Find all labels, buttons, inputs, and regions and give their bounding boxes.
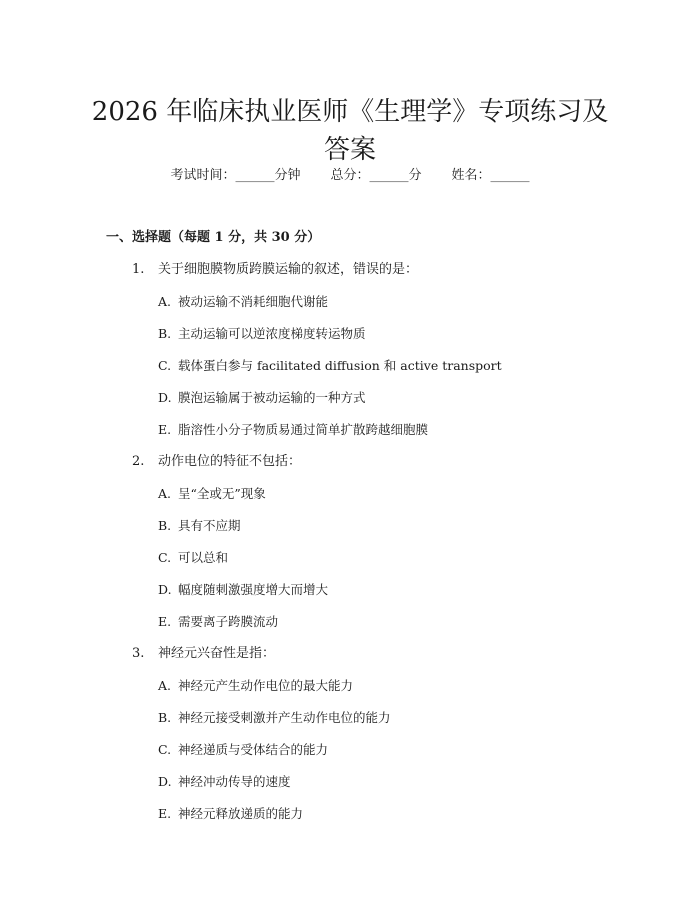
- option-text: 神经元产生动作电位的最大能力: [178, 678, 354, 693]
- question-number: 3.: [132, 646, 145, 661]
- option-text: 神经冲动传导的速度: [178, 774, 291, 789]
- student-name-field: 姓名：______: [451, 168, 530, 183]
- option-text: 神经元接受刺激并产生动作电位的能力: [178, 710, 391, 725]
- option-text: 被动运输不消耗细胞代谢能: [178, 294, 329, 309]
- option-item: [158, 516, 241, 536]
- option-text: 神经递质与受体结合的能力: [178, 742, 329, 757]
- exam-meta: [0, 166, 700, 186]
- total-score-field: 总分：______分: [330, 168, 422, 183]
- option-letter: C.: [158, 742, 172, 757]
- option-letter: B.: [158, 710, 172, 725]
- option-item: [158, 548, 228, 568]
- option-item: [158, 804, 303, 824]
- option-item: [158, 612, 278, 632]
- option-letter: A.: [158, 678, 172, 693]
- option-letter: A.: [158, 294, 172, 309]
- option-letter: A.: [158, 486, 172, 501]
- option-text: 可以总和: [178, 550, 229, 565]
- option-item: [158, 740, 328, 760]
- option-item: [158, 292, 328, 312]
- question-number: 2.: [132, 454, 145, 469]
- option-letter: D.: [158, 582, 172, 597]
- question-text: 神经元兴奋性是指：: [158, 646, 276, 661]
- question-number: 1.: [132, 262, 145, 277]
- question-text: 动作电位的特征不包括：: [158, 454, 302, 469]
- option-text: 脂溶性小分子物质易通过简单扩散跨越细胞膜: [178, 422, 429, 437]
- option-letter: B.: [158, 326, 172, 341]
- option-text: 膜泡运输属于被动运输的一种方式: [178, 390, 366, 405]
- option-letter: B.: [158, 518, 172, 533]
- option-item: [158, 484, 266, 504]
- option-item: [158, 580, 328, 600]
- option-item: [158, 676, 353, 696]
- option-letter: C.: [158, 550, 172, 565]
- question-text: 关于细胞膜物质跨膜运输的叙述，错误的是：: [158, 262, 419, 277]
- exam-time-field: 考试时间：______分钟: [170, 168, 301, 183]
- option-text: 需要离子跨膜流动: [178, 614, 279, 629]
- option-text: 载体蛋白参与 facilitated diffusion 和 active transport: [178, 358, 502, 373]
- option-text: 主动运输可以逆浓度梯度转运物质: [178, 326, 366, 341]
- option-letter: E.: [158, 614, 172, 629]
- option-item: [158, 324, 366, 344]
- option-item: [158, 708, 391, 728]
- option-letter: E.: [158, 806, 172, 821]
- option-letter: E.: [158, 422, 172, 437]
- option-item: [158, 356, 502, 376]
- section-title: 一、选择题（每题 1 分，共 30 分）: [106, 230, 321, 245]
- option-letter: D.: [158, 774, 172, 789]
- option-item: [158, 772, 291, 792]
- option-letter: D.: [158, 390, 172, 405]
- option-letter: C.: [158, 358, 172, 373]
- option-text: 神经元释放递质的能力: [178, 806, 304, 821]
- option-text: 呈“全或无”现象: [178, 486, 266, 501]
- page-title: 2026 年临床执业医师《生理学》专项练习及答案: [91, 97, 609, 166]
- option-item: [158, 388, 366, 408]
- option-item: [158, 420, 428, 440]
- option-text: 具有不应期: [178, 518, 241, 533]
- option-text: 幅度随刺激强度增大而增大: [178, 582, 329, 597]
